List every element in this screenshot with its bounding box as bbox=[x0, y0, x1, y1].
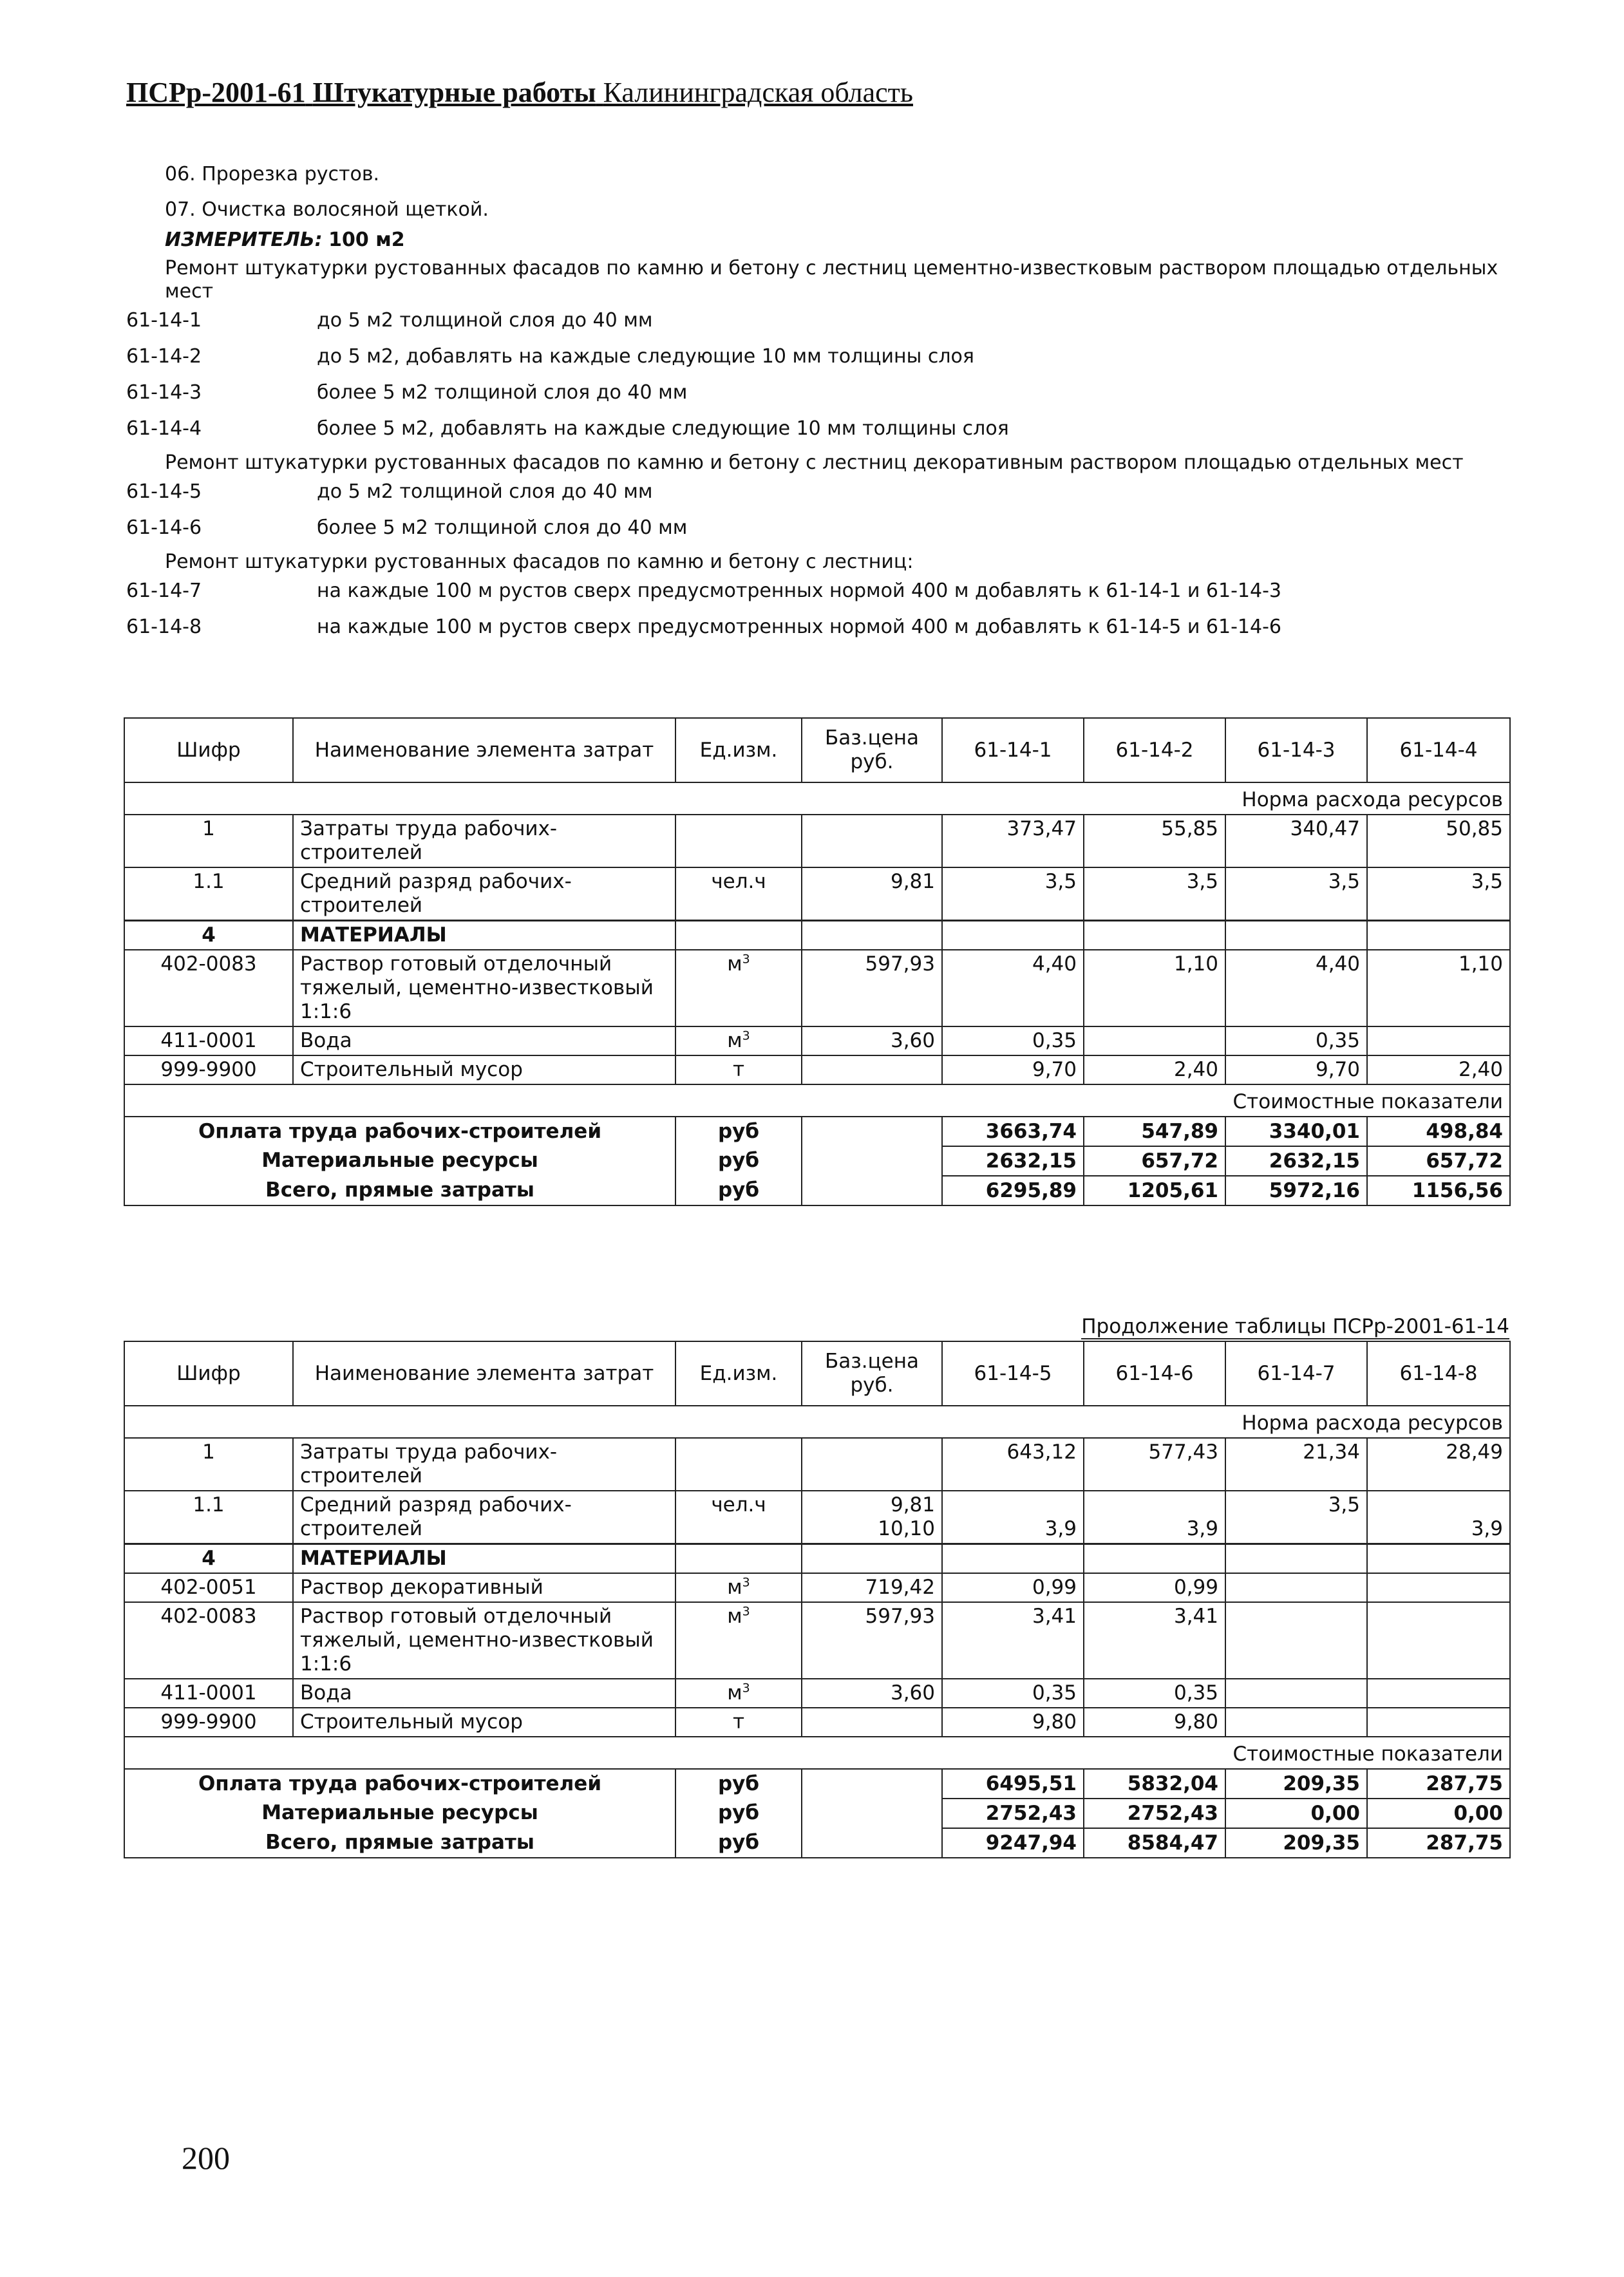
row-value: 3,9 bbox=[1084, 1491, 1225, 1544]
row-name: МАТЕРИАЛЫ bbox=[293, 921, 675, 950]
row-value: 0,35 bbox=[1225, 1026, 1367, 1055]
section-row bbox=[124, 1737, 1510, 1769]
row-name: МАТЕРИАЛЫ bbox=[293, 1544, 675, 1574]
col-header-unit: Ед.изм. bbox=[675, 1341, 802, 1406]
operation-07: 07. Очистка волосяной щеткой. bbox=[165, 198, 489, 221]
row-name: Раствор готовый отделочный тяжелый, цементно-известковый 1:1:6 bbox=[293, 950, 675, 1026]
total-label: Оплата труда рабочих-строителей bbox=[124, 1117, 675, 1146]
table-row bbox=[124, 950, 1510, 1026]
total-value: 2752,43 bbox=[1084, 1799, 1225, 1828]
total-value: 209,35 bbox=[1225, 1769, 1367, 1799]
total-empty bbox=[802, 1799, 942, 1828]
row-name: Затраты труда рабочих-строителей bbox=[293, 1438, 675, 1491]
total-empty bbox=[802, 1769, 942, 1799]
total-value: 8584,47 bbox=[1084, 1828, 1225, 1858]
total-value: 1205,61 bbox=[1084, 1176, 1225, 1205]
row-value: 3,9 bbox=[942, 1491, 1084, 1544]
norm-item bbox=[126, 379, 1524, 406]
row-value: 9,70 bbox=[942, 1055, 1084, 1084]
row-code: 402-0051 bbox=[124, 1573, 293, 1602]
total-unit: руб bbox=[675, 1176, 802, 1205]
row-value bbox=[1225, 1602, 1367, 1679]
row-value: 0,99 bbox=[1084, 1573, 1225, 1602]
row-value: 9,70 bbox=[1225, 1055, 1367, 1084]
header-title: Штукатурные работы bbox=[312, 77, 596, 108]
header-row bbox=[124, 1341, 1510, 1406]
section-row bbox=[124, 1084, 1510, 1117]
total-value: 6495,51 bbox=[942, 1769, 1084, 1799]
total-empty bbox=[802, 1828, 942, 1858]
total-unit: руб bbox=[675, 1799, 802, 1828]
measure-value: 100 м2 bbox=[328, 229, 405, 251]
row-unit: т bbox=[675, 1708, 802, 1737]
section-cost-label: Стоимостные показатели bbox=[124, 1737, 1510, 1769]
row-code: 402-0083 bbox=[124, 1602, 293, 1679]
row-value: 3,5 bbox=[1225, 1491, 1367, 1544]
page-number: 200 bbox=[182, 2140, 230, 2176]
total-row bbox=[124, 1176, 1510, 1205]
row-value bbox=[1367, 1708, 1510, 1737]
row-name: Вода bbox=[293, 1679, 675, 1708]
row-unit: $м^3$ bbox=[675, 1679, 802, 1708]
row-value: 50,85 bbox=[1367, 815, 1510, 867]
norm-item bbox=[126, 614, 1524, 640]
row-value bbox=[1367, 1573, 1510, 1602]
row-value bbox=[1225, 1544, 1367, 1574]
row-price bbox=[802, 1055, 942, 1084]
row-value: 3,5 bbox=[942, 867, 1084, 921]
row-price: 719,42 bbox=[802, 1573, 942, 1602]
total-label: Всего, прямые затраты bbox=[124, 1828, 675, 1858]
row-unit: т bbox=[675, 1055, 802, 1084]
section-cost-label: Стоимостные показатели bbox=[124, 1084, 1510, 1117]
row-value bbox=[1084, 921, 1225, 950]
total-value: 3340,01 bbox=[1225, 1117, 1367, 1146]
table-row bbox=[124, 867, 1510, 921]
col-header-code: Шифр bbox=[124, 1341, 293, 1406]
row-name: Раствор готовый отделочный тяжелый, цементно-известковый 1:1:6 bbox=[293, 1602, 675, 1679]
norm-item bbox=[126, 343, 1524, 370]
total-value: 287,75 bbox=[1367, 1769, 1510, 1799]
col-header-norm: 61-14-3 bbox=[1225, 718, 1367, 782]
row-unit: $м^3$ bbox=[675, 950, 802, 1026]
total-value: 657,72 bbox=[1367, 1146, 1510, 1176]
page-header bbox=[126, 76, 913, 109]
measure-line bbox=[126, 227, 1524, 253]
row-value bbox=[1367, 1026, 1510, 1055]
row-price: 597,93 bbox=[802, 1602, 942, 1679]
row-value: 3,5 bbox=[1367, 867, 1510, 921]
row-code: 1 bbox=[124, 1438, 293, 1491]
total-value: 209,35 bbox=[1225, 1828, 1367, 1858]
norm-text: более 5 м2 толщиной слоя до 40 мм bbox=[317, 381, 688, 404]
group-title: Ремонт штукатурки рустованных фасадов по камню и бетону с лестниц декоративным раствором площадью отдельных мест bbox=[165, 451, 1464, 474]
norm-text: более 5 м2 толщиной слоя до 40 мм bbox=[317, 516, 688, 539]
row-code: 1.1 bbox=[124, 1491, 293, 1544]
norm-item bbox=[126, 515, 1524, 541]
total-value: 5832,04 bbox=[1084, 1769, 1225, 1799]
row-name: Затраты труда рабочих-строителей bbox=[293, 815, 675, 867]
row-value: 0,35 bbox=[1084, 1679, 1225, 1708]
row-value: 2,40 bbox=[1367, 1055, 1510, 1084]
col-header-name: Наименование элемента затрат bbox=[293, 1341, 675, 1406]
row-value bbox=[1225, 1708, 1367, 1737]
row-code: 1.1 bbox=[124, 867, 293, 921]
row-price bbox=[802, 1438, 942, 1491]
row-price: 3,60 bbox=[802, 1026, 942, 1055]
norm-code: 61-14-3 bbox=[126, 381, 202, 404]
col-header-norm: 61-14-6 bbox=[1084, 1341, 1225, 1406]
total-label: Оплата труда рабочих-строителей bbox=[124, 1769, 675, 1799]
row-value: 4,40 bbox=[942, 950, 1084, 1026]
header-code: ПСРр-2001-61 bbox=[126, 77, 306, 108]
total-value: 547,89 bbox=[1084, 1117, 1225, 1146]
row-value: 4,40 bbox=[1225, 950, 1367, 1026]
norm-code: 61-14-6 bbox=[126, 516, 202, 539]
row-price: 9,81 bbox=[802, 867, 942, 921]
row-code: 411-0001 bbox=[124, 1679, 293, 1708]
total-value: 287,75 bbox=[1367, 1828, 1510, 1858]
measure-label: ИЗМЕРИТЕЛЬ: bbox=[165, 229, 323, 251]
table-row bbox=[124, 1602, 1510, 1679]
row-value bbox=[1084, 1544, 1225, 1574]
col-header-norm: 61-14-7 bbox=[1225, 1341, 1367, 1406]
row-value: 643,12 bbox=[942, 1438, 1084, 1491]
row-value: 1,10 bbox=[1367, 950, 1510, 1026]
intro-section bbox=[126, 161, 1524, 650]
row-value: 577,43 bbox=[1084, 1438, 1225, 1491]
row-code: 402-0083 bbox=[124, 950, 293, 1026]
row-code: 411-0001 bbox=[124, 1026, 293, 1055]
row-value: 1,10 bbox=[1084, 950, 1225, 1026]
row-name: Средний разряд рабочих-строителей bbox=[293, 1491, 675, 1544]
table-row bbox=[124, 1544, 1510, 1574]
total-value: 5972,16 bbox=[1225, 1176, 1367, 1205]
section-row bbox=[124, 1406, 1510, 1438]
total-empty bbox=[802, 1176, 942, 1205]
resource-table-2 bbox=[124, 1341, 1511, 1858]
norm-code: 61-14-4 bbox=[126, 417, 202, 440]
table-row bbox=[124, 1491, 1510, 1544]
table-row bbox=[124, 1026, 1510, 1055]
total-value: 498,84 bbox=[1367, 1117, 1510, 1146]
total-unit: руб bbox=[675, 1117, 802, 1146]
row-price bbox=[802, 815, 942, 867]
col-header-norm: 61-14-1 bbox=[942, 718, 1084, 782]
norm-code: 61-14-5 bbox=[126, 480, 202, 503]
norm-text: на каждые 100 м рустов сверх предусмотренных нормой 400 м добавлять к 61-14-1 и 61-14-3 bbox=[317, 580, 1281, 602]
norm-item bbox=[126, 415, 1524, 442]
table-row bbox=[124, 815, 1510, 867]
row-name: Строительный мусор bbox=[293, 1055, 675, 1084]
total-empty bbox=[802, 1146, 942, 1176]
col-header-name: Наименование элемента затрат bbox=[293, 718, 675, 782]
row-value: 3,9 bbox=[1367, 1491, 1510, 1544]
row-value bbox=[1367, 921, 1510, 950]
norm-item bbox=[126, 478, 1524, 505]
row-value bbox=[1367, 1679, 1510, 1708]
row-value: 21,34 bbox=[1225, 1438, 1367, 1491]
row-value bbox=[1367, 1602, 1510, 1679]
table-row bbox=[124, 1679, 1510, 1708]
table-row bbox=[124, 1708, 1510, 1737]
row-price bbox=[802, 921, 942, 950]
table-row bbox=[124, 1438, 1510, 1491]
total-row bbox=[124, 1769, 1510, 1799]
col-header-norm: 61-14-8 bbox=[1367, 1341, 1510, 1406]
table-row bbox=[124, 1055, 1510, 1084]
row-code: 4 bbox=[124, 1544, 293, 1574]
row-value: 28,49 bbox=[1367, 1438, 1510, 1491]
row-value: 3,41 bbox=[942, 1602, 1084, 1679]
norm-text: более 5 м2, добавлять на каждые следующие 10 мм толщины слоя bbox=[317, 417, 1009, 440]
total-label: Материальные ресурсы bbox=[124, 1146, 675, 1176]
row-value: 2,40 bbox=[1084, 1055, 1225, 1084]
row-value bbox=[942, 1544, 1084, 1574]
row-value: 3,5 bbox=[1084, 867, 1225, 921]
total-label: Материальные ресурсы bbox=[124, 1799, 675, 1828]
total-value: 2632,15 bbox=[1225, 1146, 1367, 1176]
row-unit bbox=[675, 921, 802, 950]
operation-06: 06. Прорезка рустов. bbox=[165, 163, 380, 185]
row-code: 1 bbox=[124, 815, 293, 867]
row-name: Вода bbox=[293, 1026, 675, 1055]
norm-item bbox=[126, 307, 1524, 334]
row-code: 4 bbox=[124, 921, 293, 950]
row-value: 3,41 bbox=[1084, 1602, 1225, 1679]
total-row bbox=[124, 1828, 1510, 1858]
section-row bbox=[124, 782, 1510, 815]
row-code: 999-9900 bbox=[124, 1055, 293, 1084]
row-value: 3,5 bbox=[1225, 867, 1367, 921]
row-value: 55,85 bbox=[1084, 815, 1225, 867]
resource-table-1 bbox=[124, 717, 1511, 1206]
row-unit: $м^3$ bbox=[675, 1602, 802, 1679]
total-value: 6295,89 bbox=[942, 1176, 1084, 1205]
norm-text: до 5 м2 толщиной слоя до 40 мм bbox=[317, 480, 653, 503]
row-value: 0,35 bbox=[942, 1026, 1084, 1055]
section-norm-label: Норма расхода ресурсов bbox=[124, 782, 1510, 815]
row-value: 0,99 bbox=[942, 1573, 1084, 1602]
row-value bbox=[1084, 1026, 1225, 1055]
norm-code: 61-14-7 bbox=[126, 580, 202, 602]
norm-code: 61-14-2 bbox=[126, 345, 202, 368]
col-header-norm: 61-14-2 bbox=[1084, 718, 1225, 782]
row-unit bbox=[675, 815, 802, 867]
row-value bbox=[1225, 921, 1367, 950]
row-unit: $м^3$ bbox=[675, 1026, 802, 1055]
header-region: Калининградская область bbox=[603, 77, 913, 108]
norm-item bbox=[126, 578, 1524, 604]
row-value: 9,80 bbox=[942, 1708, 1084, 1737]
row-code: 999-9900 bbox=[124, 1708, 293, 1737]
total-value: 2632,15 bbox=[942, 1146, 1084, 1176]
row-value bbox=[1367, 1544, 1510, 1574]
continuation-note: Продолжение таблицы ПСРр-2001-61-14 bbox=[1081, 1315, 1509, 1338]
group-title: Ремонт штукатурки рустованных фасадов по камню и бетону с лестниц: bbox=[165, 551, 914, 573]
col-header-norm: 61-14-4 bbox=[1367, 718, 1510, 782]
row-name: Строительный мусор bbox=[293, 1708, 675, 1737]
row-price bbox=[802, 1544, 942, 1574]
total-value: 0,00 bbox=[1225, 1799, 1367, 1828]
norm-text: на каждые 100 м рустов сверх предусмотренных нормой 400 м добавлять к 61-14-5 и 61-14-6 bbox=[317, 616, 1281, 638]
row-value: 0,35 bbox=[942, 1679, 1084, 1708]
row-name: Средний разряд рабочих-строителей bbox=[293, 867, 675, 921]
row-unit bbox=[675, 1544, 802, 1574]
total-value: 1156,56 bbox=[1367, 1176, 1510, 1205]
total-unit: руб bbox=[675, 1828, 802, 1858]
group-title: Ремонт штукатурки рустованных фасадов по камню и бетону с лестниц цементно-известковым раствором площадью отдельных мест bbox=[165, 257, 1498, 303]
norm-text: до 5 м2, добавлять на каждые следующие 10 мм толщины слоя bbox=[317, 345, 974, 368]
norm-code: 61-14-1 bbox=[126, 309, 202, 332]
row-value: 340,47 bbox=[1225, 815, 1367, 867]
row-price: 3,60 bbox=[802, 1679, 942, 1708]
total-row bbox=[124, 1799, 1510, 1828]
row-value bbox=[942, 921, 1084, 950]
col-header-price: Баз.цена руб. bbox=[802, 1341, 942, 1406]
total-value: 0,00 bbox=[1367, 1799, 1510, 1828]
total-value: 657,72 bbox=[1084, 1146, 1225, 1176]
norm-code: 61-14-8 bbox=[126, 616, 202, 638]
total-value: 3663,74 bbox=[942, 1117, 1084, 1146]
col-header-unit: Ед.изм. bbox=[675, 718, 802, 782]
row-value: 9,80 bbox=[1084, 1708, 1225, 1737]
total-row bbox=[124, 1117, 1510, 1146]
col-header-code: Шифр bbox=[124, 718, 293, 782]
row-price: 597,93 bbox=[802, 950, 942, 1026]
total-label: Всего, прямые затраты bbox=[124, 1176, 675, 1205]
table-row bbox=[124, 1573, 1510, 1602]
section-norm-label: Норма расхода ресурсов bbox=[124, 1406, 1510, 1438]
row-unit bbox=[675, 1438, 802, 1491]
row-unit: $м^3$ bbox=[675, 1573, 802, 1602]
header-row bbox=[124, 718, 1510, 782]
row-value: 373,47 bbox=[942, 815, 1084, 867]
total-unit: руб bbox=[675, 1769, 802, 1799]
col-header-norm: 61-14-5 bbox=[942, 1341, 1084, 1406]
table-row bbox=[124, 921, 1510, 950]
total-value: 2752,43 bbox=[942, 1799, 1084, 1828]
total-value: 9247,94 bbox=[942, 1828, 1084, 1858]
col-header-price: Баз.цена руб. bbox=[802, 718, 942, 782]
norm-text: до 5 м2 толщиной слоя до 40 мм bbox=[317, 309, 653, 332]
row-unit: чел.ч bbox=[675, 867, 802, 921]
row-unit: чел.ч bbox=[675, 1491, 802, 1544]
total-empty bbox=[802, 1117, 942, 1146]
total-row bbox=[124, 1146, 1510, 1176]
row-value bbox=[1225, 1679, 1367, 1708]
norm-groups bbox=[126, 257, 1524, 640]
row-price bbox=[802, 1708, 942, 1737]
row-price: 9,81 10,10 bbox=[802, 1491, 942, 1544]
row-name: Раствор декоративный bbox=[293, 1573, 675, 1602]
row-value bbox=[1225, 1573, 1367, 1602]
total-unit: руб bbox=[675, 1146, 802, 1176]
